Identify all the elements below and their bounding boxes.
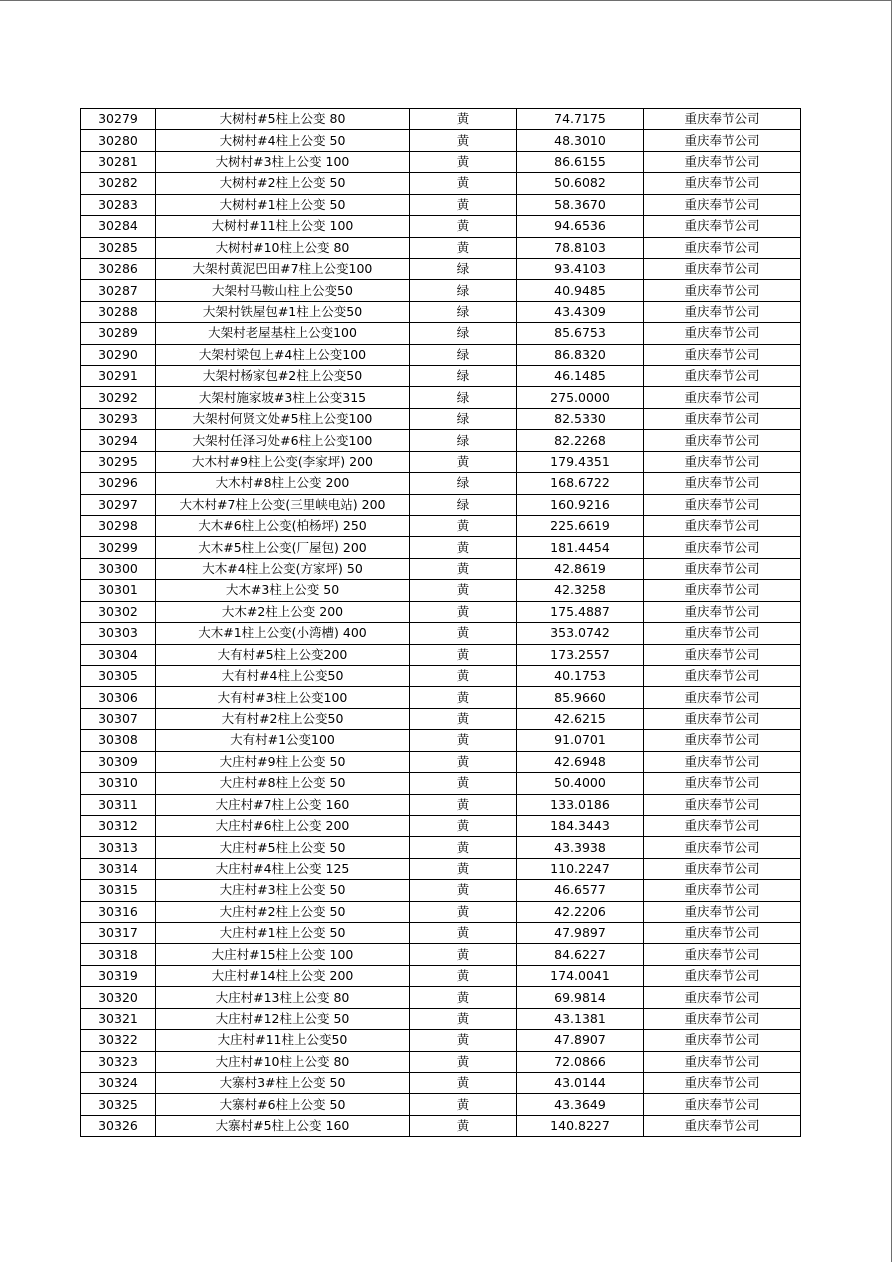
company-cell: 重庆奉节公司 (644, 301, 801, 322)
status-color-cell: 黄 (410, 601, 517, 622)
company-cell: 重庆奉节公司 (644, 130, 801, 151)
transformer-name-cell: 大庄村#3柱上公变 50 (156, 880, 410, 901)
company-cell: 重庆奉节公司 (644, 794, 801, 815)
transformer-name-cell: 大树村#2柱上公变 50 (156, 173, 410, 194)
table-row (81, 323, 801, 344)
status-color-cell: 黄 (410, 1094, 517, 1115)
company-cell: 重庆奉节公司 (644, 494, 801, 515)
row-id-cell: 30296 (81, 473, 156, 494)
load-value-cell: 50.6082 (517, 173, 644, 194)
table-row (81, 923, 801, 944)
table-row (81, 730, 801, 751)
row-id-cell: 30290 (81, 344, 156, 365)
table-row (81, 280, 801, 301)
company-cell: 重庆奉节公司 (644, 687, 801, 708)
company-cell: 重庆奉节公司 (644, 258, 801, 279)
status-color-cell: 绿 (410, 366, 517, 387)
company-cell: 重庆奉节公司 (644, 366, 801, 387)
status-color-cell: 黄 (410, 687, 517, 708)
row-id-cell: 30291 (81, 366, 156, 387)
load-value-cell: 43.3649 (517, 1094, 644, 1115)
company-cell: 重庆奉节公司 (644, 623, 801, 644)
transformer-name-cell: 大庄村#10柱上公变 80 (156, 1051, 410, 1072)
status-color-cell: 黄 (410, 1072, 517, 1093)
row-id-cell: 30287 (81, 280, 156, 301)
table-row (81, 430, 801, 451)
table-row (81, 1115, 801, 1136)
company-cell: 重庆奉节公司 (644, 901, 801, 922)
table-row (81, 408, 801, 429)
row-id-cell: 30320 (81, 987, 156, 1008)
company-cell: 重庆奉节公司 (644, 344, 801, 365)
company-cell: 重庆奉节公司 (644, 601, 801, 622)
table-row (81, 794, 801, 815)
table-row (81, 451, 801, 472)
row-id-cell: 30325 (81, 1094, 156, 1115)
transformer-name-cell: 大架村杨家包#2柱上公变50 (156, 366, 410, 387)
status-color-cell: 黄 (410, 644, 517, 665)
status-color-cell: 黄 (410, 794, 517, 815)
transformer-name-cell: 大树村#10柱上公变 80 (156, 237, 410, 258)
status-color-cell: 黄 (410, 173, 517, 194)
load-value-cell: 74.7175 (517, 109, 644, 130)
row-id-cell: 30312 (81, 815, 156, 836)
transformer-name-cell: 大木#6柱上公变(柏杨坪) 250 (156, 516, 410, 537)
transformer-name-cell: 大架村施家坡#3柱上公变315 (156, 387, 410, 408)
table-row (81, 537, 801, 558)
table-row (81, 366, 801, 387)
status-color-cell: 黄 (410, 623, 517, 644)
row-id-cell: 30318 (81, 944, 156, 965)
load-value-cell: 40.1753 (517, 665, 644, 686)
load-value-cell: 168.6722 (517, 473, 644, 494)
transformer-name-cell: 大树村#3柱上公变 100 (156, 151, 410, 172)
company-cell: 重庆奉节公司 (644, 387, 801, 408)
company-cell: 重庆奉节公司 (644, 1094, 801, 1115)
transformer-name-cell: 大架村马鞍山柱上公变50 (156, 280, 410, 301)
table-row (81, 301, 801, 322)
row-id-cell: 30302 (81, 601, 156, 622)
status-color-cell: 黄 (410, 216, 517, 237)
transformer-name-cell: 大庄村#1柱上公变 50 (156, 923, 410, 944)
row-id-cell: 30289 (81, 323, 156, 344)
status-color-cell: 黄 (410, 109, 517, 130)
transformer-name-cell: 大庄村#8柱上公变 50 (156, 773, 410, 794)
company-cell: 重庆奉节公司 (644, 751, 801, 772)
table-row (81, 130, 801, 151)
transformer-name-cell: 大庄村#15柱上公变 100 (156, 944, 410, 965)
load-value-cell: 82.5330 (517, 408, 644, 429)
company-cell: 重庆奉节公司 (644, 1051, 801, 1072)
load-value-cell: 47.9897 (517, 923, 644, 944)
status-color-cell: 黄 (410, 1115, 517, 1136)
company-cell: 重庆奉节公司 (644, 558, 801, 579)
transformer-name-cell: 大庄村#4柱上公变 125 (156, 858, 410, 879)
table-row (81, 580, 801, 601)
row-id-cell: 30308 (81, 730, 156, 751)
row-id-cell: 30292 (81, 387, 156, 408)
row-id-cell: 30298 (81, 516, 156, 537)
table-row (81, 1094, 801, 1115)
transformer-name-cell: 大庄村#12柱上公变 50 (156, 1008, 410, 1029)
load-value-cell: 43.3938 (517, 837, 644, 858)
status-color-cell: 黄 (410, 194, 517, 215)
status-color-cell: 黄 (410, 880, 517, 901)
row-id-cell: 30323 (81, 1051, 156, 1072)
row-id-cell: 30294 (81, 430, 156, 451)
status-color-cell: 黄 (410, 130, 517, 151)
transformer-name-cell: 大寨村#6柱上公变 50 (156, 1094, 410, 1115)
load-value-cell: 46.1485 (517, 366, 644, 387)
table-row (81, 987, 801, 1008)
load-value-cell: 93.4103 (517, 258, 644, 279)
company-cell: 重庆奉节公司 (644, 730, 801, 751)
load-value-cell: 43.1381 (517, 1008, 644, 1029)
company-cell: 重庆奉节公司 (644, 858, 801, 879)
load-value-cell: 353.0742 (517, 623, 644, 644)
transformer-name-cell: 大庄村#6柱上公变 200 (156, 815, 410, 836)
transformer-name-cell: 大木村#9柱上公变(李家坪) 200 (156, 451, 410, 472)
company-cell: 重庆奉节公司 (644, 815, 801, 836)
row-id-cell: 30324 (81, 1072, 156, 1093)
table-body (81, 109, 801, 1137)
transformer-name-cell: 大庄村#14柱上公变 200 (156, 965, 410, 986)
status-color-cell: 绿 (410, 258, 517, 279)
row-id-cell: 30314 (81, 858, 156, 879)
row-id-cell: 30310 (81, 773, 156, 794)
company-cell: 重庆奉节公司 (644, 194, 801, 215)
row-id-cell: 30299 (81, 537, 156, 558)
status-color-cell: 黄 (410, 901, 517, 922)
load-value-cell: 133.0186 (517, 794, 644, 815)
row-id-cell: 30283 (81, 194, 156, 215)
row-id-cell: 30307 (81, 708, 156, 729)
company-cell: 重庆奉节公司 (644, 837, 801, 858)
company-cell: 重庆奉节公司 (644, 923, 801, 944)
status-color-cell: 黄 (410, 237, 517, 258)
company-cell: 重庆奉节公司 (644, 880, 801, 901)
row-id-cell: 30305 (81, 665, 156, 686)
table-row (81, 258, 801, 279)
table-row (81, 1030, 801, 1051)
status-color-cell: 绿 (410, 323, 517, 344)
load-value-cell: 42.8619 (517, 558, 644, 579)
status-color-cell: 黄 (410, 923, 517, 944)
table-row (81, 687, 801, 708)
row-id-cell: 30280 (81, 130, 156, 151)
transformer-name-cell: 大木#3柱上公变 50 (156, 580, 410, 601)
company-cell: 重庆奉节公司 (644, 430, 801, 451)
company-cell: 重庆奉节公司 (644, 173, 801, 194)
row-id-cell: 30321 (81, 1008, 156, 1029)
company-cell: 重庆奉节公司 (644, 451, 801, 472)
status-color-cell: 绿 (410, 301, 517, 322)
load-value-cell: 86.8320 (517, 344, 644, 365)
row-id-cell: 30311 (81, 794, 156, 815)
row-id-cell: 30319 (81, 965, 156, 986)
table-row (81, 944, 801, 965)
status-color-cell: 黄 (410, 537, 517, 558)
load-value-cell: 91.0701 (517, 730, 644, 751)
load-value-cell: 46.6577 (517, 880, 644, 901)
load-value-cell: 58.3670 (517, 194, 644, 215)
status-color-cell: 黄 (410, 965, 517, 986)
transformer-name-cell: 大树村#5柱上公变 80 (156, 109, 410, 130)
load-value-cell: 72.0866 (517, 1051, 644, 1072)
table-row (81, 387, 801, 408)
row-id-cell: 30303 (81, 623, 156, 644)
status-color-cell: 绿 (410, 473, 517, 494)
transformer-name-cell: 大架村何贤文处#5柱上公变100 (156, 408, 410, 429)
table-row (81, 901, 801, 922)
table-row (81, 1051, 801, 1072)
table-row (81, 558, 801, 579)
status-color-cell: 绿 (410, 494, 517, 515)
company-cell: 重庆奉节公司 (644, 323, 801, 344)
load-value-cell: 174.0041 (517, 965, 644, 986)
transformer-name-cell: 大木#5柱上公变(厂屋包) 200 (156, 537, 410, 558)
company-cell: 重庆奉节公司 (644, 965, 801, 986)
company-cell: 重庆奉节公司 (644, 216, 801, 237)
load-value-cell: 175.4887 (517, 601, 644, 622)
transformer-name-cell: 大木村#8柱上公变 200 (156, 473, 410, 494)
table-row (81, 344, 801, 365)
transformer-name-cell: 大木村#7柱上公变(三里峡电站) 200 (156, 494, 410, 515)
transformer-name-cell: 大木#1柱上公变(小湾槽) 400 (156, 623, 410, 644)
row-id-cell: 30306 (81, 687, 156, 708)
status-color-cell: 绿 (410, 280, 517, 301)
row-id-cell: 30297 (81, 494, 156, 515)
load-value-cell: 184.3443 (517, 815, 644, 836)
table-row (81, 494, 801, 515)
transformer-name-cell: 大有村#3柱上公变100 (156, 687, 410, 708)
table-row (81, 473, 801, 494)
row-id-cell: 30288 (81, 301, 156, 322)
load-value-cell: 94.6536 (517, 216, 644, 237)
transformer-name-cell: 大庄村#13柱上公变 80 (156, 987, 410, 1008)
table-row (81, 837, 801, 858)
load-value-cell: 110.2247 (517, 858, 644, 879)
load-value-cell: 42.6948 (517, 751, 644, 772)
transformer-name-cell: 大架村黄泥巴田#7柱上公变100 (156, 258, 410, 279)
load-value-cell: 69.9814 (517, 987, 644, 1008)
status-color-cell: 黄 (410, 1030, 517, 1051)
transformer-name-cell: 大庄村#9柱上公变 50 (156, 751, 410, 772)
status-color-cell: 黄 (410, 1008, 517, 1029)
table-row (81, 173, 801, 194)
row-id-cell: 30282 (81, 173, 156, 194)
load-value-cell: 43.0144 (517, 1072, 644, 1093)
company-cell: 重庆奉节公司 (644, 944, 801, 965)
row-id-cell: 30295 (81, 451, 156, 472)
table-row (81, 815, 801, 836)
status-color-cell: 绿 (410, 344, 517, 365)
table-row (81, 665, 801, 686)
row-id-cell: 30317 (81, 923, 156, 944)
status-color-cell: 绿 (410, 430, 517, 451)
table-row (81, 623, 801, 644)
transformer-name-cell: 大庄村#5柱上公变 50 (156, 837, 410, 858)
status-color-cell: 黄 (410, 815, 517, 836)
row-id-cell: 30322 (81, 1030, 156, 1051)
company-cell: 重庆奉节公司 (644, 644, 801, 665)
row-id-cell: 30286 (81, 258, 156, 279)
transformer-name-cell: 大架村老屋基柱上公变100 (156, 323, 410, 344)
company-cell: 重庆奉节公司 (644, 708, 801, 729)
load-value-cell: 84.6227 (517, 944, 644, 965)
table-row (81, 194, 801, 215)
table-row (81, 237, 801, 258)
transformer-name-cell: 大架村梁包上#4柱上公变100 (156, 344, 410, 365)
company-cell: 重庆奉节公司 (644, 1115, 801, 1136)
row-id-cell: 30315 (81, 880, 156, 901)
transformer-name-cell: 大架村铁屋包#1柱上公变50 (156, 301, 410, 322)
company-cell: 重庆奉节公司 (644, 1030, 801, 1051)
load-value-cell: 160.9216 (517, 494, 644, 515)
company-cell: 重庆奉节公司 (644, 280, 801, 301)
transformer-name-cell: 大树村#11柱上公变 100 (156, 216, 410, 237)
load-value-cell: 179.4351 (517, 451, 644, 472)
status-color-cell: 黄 (410, 987, 517, 1008)
row-id-cell: 30309 (81, 751, 156, 772)
load-value-cell: 48.3010 (517, 130, 644, 151)
table-row (81, 1072, 801, 1093)
status-color-cell: 黄 (410, 516, 517, 537)
company-cell: 重庆奉节公司 (644, 109, 801, 130)
status-color-cell: 黄 (410, 730, 517, 751)
table-row (81, 644, 801, 665)
status-color-cell: 黄 (410, 451, 517, 472)
table-row (81, 965, 801, 986)
table-row (81, 751, 801, 772)
row-id-cell: 30304 (81, 644, 156, 665)
transformer-name-cell: 大庄村#11柱上公变50 (156, 1030, 410, 1051)
table-row (81, 858, 801, 879)
transformer-name-cell: 大木#2柱上公变 200 (156, 601, 410, 622)
transformer-table (80, 108, 801, 1137)
company-cell: 重庆奉节公司 (644, 665, 801, 686)
row-id-cell: 30279 (81, 109, 156, 130)
row-id-cell: 30284 (81, 216, 156, 237)
transformer-name-cell: 大架村任泽习处#6柱上公变100 (156, 430, 410, 451)
company-cell: 重庆奉节公司 (644, 473, 801, 494)
row-id-cell: 30285 (81, 237, 156, 258)
status-color-cell: 绿 (410, 387, 517, 408)
status-color-cell: 黄 (410, 665, 517, 686)
transformer-name-cell: 大树村#4柱上公变 50 (156, 130, 410, 151)
transformer-name-cell: 大有村#2柱上公变50 (156, 708, 410, 729)
row-id-cell: 30326 (81, 1115, 156, 1136)
load-value-cell: 173.2557 (517, 644, 644, 665)
table-row (81, 216, 801, 237)
table-row (81, 109, 801, 130)
table-row (81, 516, 801, 537)
transformer-name-cell: 大有村#1公变100 (156, 730, 410, 751)
load-value-cell: 86.6155 (517, 151, 644, 172)
load-value-cell: 43.4309 (517, 301, 644, 322)
status-color-cell: 绿 (410, 408, 517, 429)
company-cell: 重庆奉节公司 (644, 537, 801, 558)
load-value-cell: 82.2268 (517, 430, 644, 451)
load-value-cell: 42.3258 (517, 580, 644, 601)
table-row (81, 1008, 801, 1029)
company-cell: 重庆奉节公司 (644, 773, 801, 794)
load-value-cell: 40.9485 (517, 280, 644, 301)
status-color-cell: 黄 (410, 773, 517, 794)
status-color-cell: 黄 (410, 837, 517, 858)
company-cell: 重庆奉节公司 (644, 408, 801, 429)
load-value-cell: 225.6619 (517, 516, 644, 537)
status-color-cell: 黄 (410, 858, 517, 879)
load-value-cell: 275.0000 (517, 387, 644, 408)
transformer-name-cell: 大庄村#7柱上公变 160 (156, 794, 410, 815)
company-cell: 重庆奉节公司 (644, 237, 801, 258)
load-value-cell: 47.8907 (517, 1030, 644, 1051)
status-color-cell: 黄 (410, 944, 517, 965)
company-cell: 重庆奉节公司 (644, 580, 801, 601)
transformer-name-cell: 大有村#5柱上公变200 (156, 644, 410, 665)
status-color-cell: 黄 (410, 580, 517, 601)
table-row (81, 151, 801, 172)
company-cell: 重庆奉节公司 (644, 1008, 801, 1029)
table-row (81, 880, 801, 901)
row-id-cell: 30301 (81, 580, 156, 601)
company-cell: 重庆奉节公司 (644, 1072, 801, 1093)
row-id-cell: 30316 (81, 901, 156, 922)
transformer-name-cell: 大树村#1柱上公变 50 (156, 194, 410, 215)
row-id-cell: 30313 (81, 837, 156, 858)
load-value-cell: 42.6215 (517, 708, 644, 729)
transformer-name-cell: 大有村#4柱上公变50 (156, 665, 410, 686)
load-value-cell: 85.9660 (517, 687, 644, 708)
load-value-cell: 181.4454 (517, 537, 644, 558)
status-color-cell: 黄 (410, 708, 517, 729)
load-value-cell: 42.2206 (517, 901, 644, 922)
load-value-cell: 140.8227 (517, 1115, 644, 1136)
load-value-cell: 85.6753 (517, 323, 644, 344)
status-color-cell: 黄 (410, 151, 517, 172)
transformer-name-cell: 大寨村3#柱上公变 50 (156, 1072, 410, 1093)
company-cell: 重庆奉节公司 (644, 987, 801, 1008)
row-id-cell: 30293 (81, 408, 156, 429)
load-value-cell: 78.8103 (517, 237, 644, 258)
page-top-border (0, 0, 892, 1)
transformer-name-cell: 大寨村#5柱上公变 160 (156, 1115, 410, 1136)
table-row (81, 601, 801, 622)
company-cell: 重庆奉节公司 (644, 516, 801, 537)
row-id-cell: 30281 (81, 151, 156, 172)
table-row (81, 708, 801, 729)
transformer-name-cell: 大木#4柱上公变(方家坪) 50 (156, 558, 410, 579)
company-cell: 重庆奉节公司 (644, 151, 801, 172)
load-value-cell: 50.4000 (517, 773, 644, 794)
status-color-cell: 黄 (410, 558, 517, 579)
status-color-cell: 黄 (410, 1051, 517, 1072)
status-color-cell: 黄 (410, 751, 517, 772)
table-row (81, 773, 801, 794)
transformer-name-cell: 大庄村#2柱上公变 50 (156, 901, 410, 922)
row-id-cell: 30300 (81, 558, 156, 579)
